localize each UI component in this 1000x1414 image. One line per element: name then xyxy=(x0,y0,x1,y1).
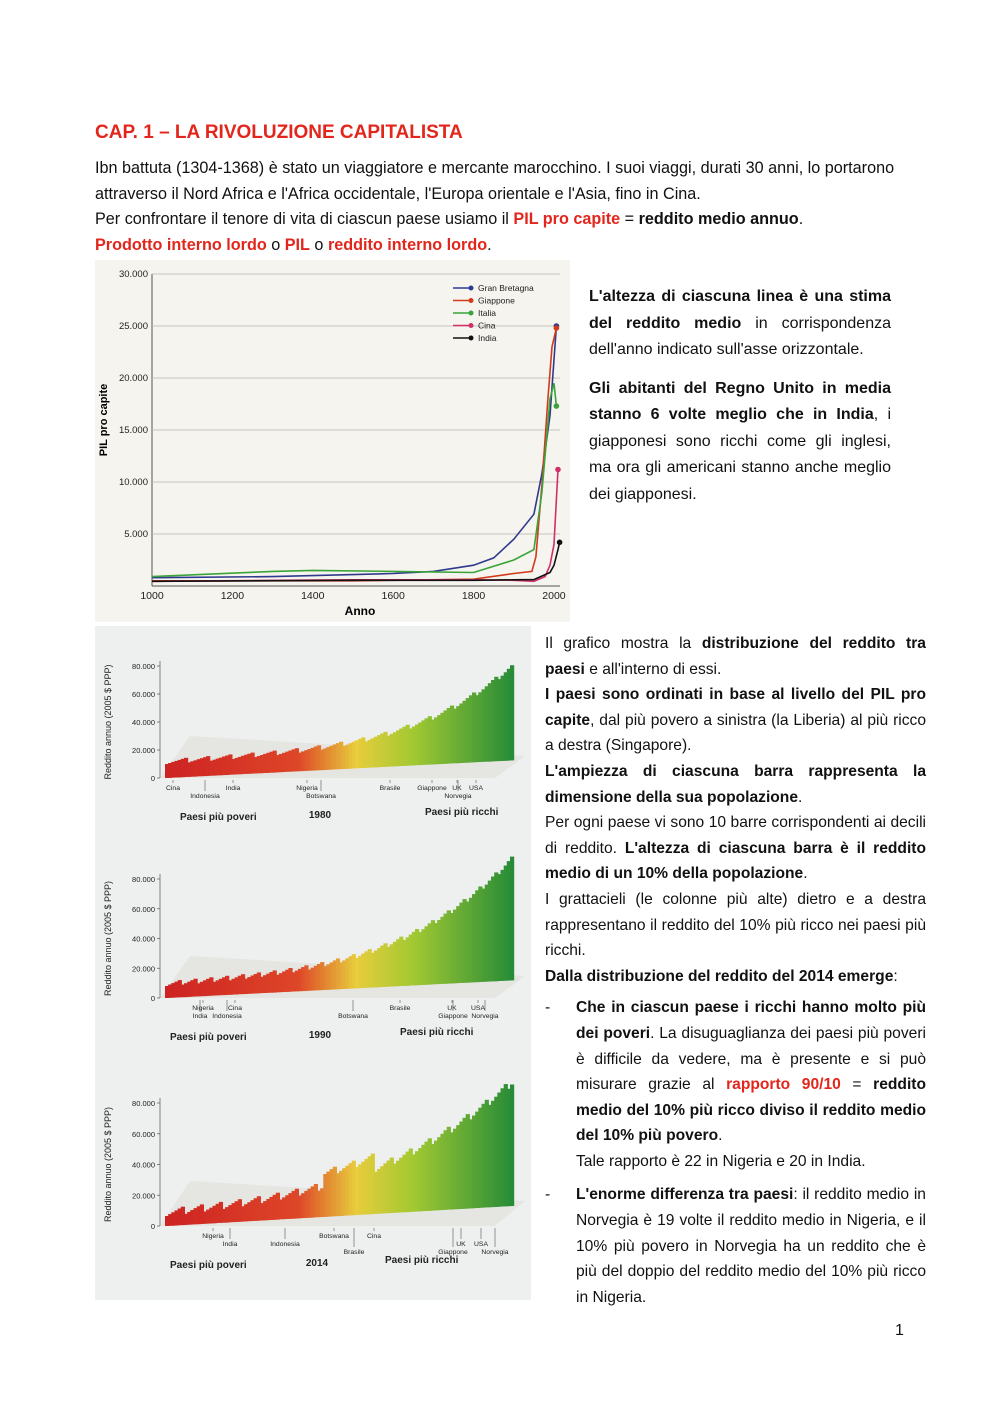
side2-p5: I grattacieli (le colonne più alte) dietro e a destra rappresentano il reddito del 10% più ricco nei paesi più ricchi. xyxy=(545,890,926,960)
y-tick-label: 0 xyxy=(150,1222,155,1231)
series-end-point xyxy=(554,403,560,409)
y-tick-label: 80.000 xyxy=(132,1099,155,1108)
distribution-panel-2014 xyxy=(103,1084,525,1271)
richest-countries-label: Paesi più ricchi xyxy=(385,1255,459,1266)
year-label: 2014 xyxy=(305,1258,329,1269)
legend-swatch-dot xyxy=(469,286,474,291)
x-tick-label: 1000 xyxy=(140,590,164,602)
legend-swatch-dot xyxy=(469,323,474,328)
prodotto-interno-lordo-term: Prodotto interno lordo xyxy=(95,235,267,254)
y-axis-label: Reddito annuo (2005 $ PPP) xyxy=(103,1106,113,1223)
gdp-line-chart-svg xyxy=(95,260,570,622)
country-label: India xyxy=(192,1013,208,1020)
y-tick-label: 80.000 xyxy=(132,875,155,884)
figure1-explanation xyxy=(589,284,891,520)
poorest-countries-label: Paesi più poveri xyxy=(180,812,257,823)
decile-bar xyxy=(510,665,514,760)
y-tick-label: 80.000 xyxy=(132,662,155,671)
y-tick-label: 60.000 xyxy=(132,904,155,914)
y-tick-label: 0 xyxy=(150,994,155,1003)
y-tick-label: 60.000 xyxy=(132,1129,155,1139)
series-line-italia xyxy=(152,383,556,576)
finding-item-2 xyxy=(545,1182,926,1310)
x-tick-label: 1400 xyxy=(301,590,325,602)
y-tick-label: 20.000 xyxy=(118,373,148,384)
side2-p2 xyxy=(545,682,926,759)
country-label: Giappone xyxy=(417,785,447,792)
reddito-medio-term: reddito medio annuo xyxy=(638,210,799,228)
country-label: Cina xyxy=(166,785,180,792)
country-label: UK xyxy=(452,785,462,792)
explanation-1-rest: in corrispondenza dell'anno indicato sull'asse orizzontale. xyxy=(589,314,891,358)
intro-text xyxy=(95,156,910,258)
finding-1-a: . La disuguaglianza dei paesi più poveri è difficile da vedere, ma è presente e si può misurare grazie al xyxy=(576,1024,926,1094)
y-axis-label: PIL pro capite xyxy=(98,383,110,457)
legend-swatch-dot xyxy=(469,336,474,341)
intro-p3-or1: o xyxy=(266,235,285,254)
series-end-point xyxy=(557,540,563,546)
distribution-panel-1990 xyxy=(103,857,525,1043)
country-label: Indonesia xyxy=(270,1241,300,1248)
side2-p1 xyxy=(545,631,926,682)
page-number: 1 xyxy=(895,1322,904,1339)
y-tick-label: 10.000 xyxy=(118,477,148,488)
side2-p2-bold: I paesi sono ordinati in base al livello del PIL pro capite xyxy=(545,686,926,729)
country-label: Nigeria xyxy=(192,1005,214,1012)
legend-swatch-dot xyxy=(469,311,474,316)
side2-p3-bold: L'ampiezza di ciascuna barra rappresenta la dimensione della sua popolazione xyxy=(545,762,926,806)
x-axis-label: Anno xyxy=(344,604,376,618)
side2-p6-bold: Dalla distribuzione del reddito del 2014 emerge xyxy=(545,967,894,985)
series-end-point xyxy=(554,325,560,331)
y-tick-label: 20.000 xyxy=(132,746,155,755)
legend-label: Giappone xyxy=(478,295,515,306)
finding-1-bold: Che in ciascun paese i ricchi hanno molto più dei poveri xyxy=(576,999,926,1042)
country-label: Cina xyxy=(367,1233,381,1240)
side2-p2-rest: , dal più povero a sinistra (la Liberia) al più ricco a destra (Singapore). xyxy=(545,711,926,755)
side2-p1-a: Il grafico mostra la xyxy=(545,635,702,652)
country-label: Botswana xyxy=(338,1013,368,1020)
y-axis-label: Reddito annuo (2005 $ PPP) xyxy=(103,664,113,780)
side2-p6-rest: : xyxy=(893,967,898,985)
x-tick-label: 1600 xyxy=(381,590,405,602)
legend-label: Cina xyxy=(478,320,496,331)
side2-p4-bold: L'altezza di ciascuna barra è il reddito medio di un 10% della popolazione xyxy=(545,839,926,883)
legend-swatch-dot xyxy=(469,298,474,303)
finding-1-d: Tale rapporto è 22 in Nigeria e 20 in India. xyxy=(576,1152,866,1170)
y-tick-label: 5.000 xyxy=(124,529,148,540)
ratio-90-10-term: rapporto 90/10 xyxy=(726,1076,841,1094)
reddito-interno-lordo-term: reddito interno lordo xyxy=(327,235,488,254)
country-label: USA xyxy=(469,785,483,792)
gdp-per-capita-chart xyxy=(95,260,570,622)
pil-term: PIL xyxy=(284,235,310,254)
intro-p2-end: . xyxy=(798,210,804,228)
findings-list xyxy=(545,995,926,1310)
series-end-point xyxy=(555,467,561,473)
country-label: Brasile xyxy=(379,785,401,792)
poorest-countries-label: Paesi più poveri xyxy=(170,1032,247,1043)
decile-bar xyxy=(510,857,514,981)
intro-p3-end: . xyxy=(487,235,492,254)
side2-p3 xyxy=(545,759,926,810)
side2-p1-b: e all'interno di essi. xyxy=(584,660,722,678)
explanation-paragraph-2 xyxy=(589,376,891,509)
income-distribution-svg xyxy=(95,626,531,1300)
country-label: Giappone xyxy=(438,1249,468,1256)
y-tick-label: 30.000 xyxy=(118,269,148,280)
x-tick-label: 1200 xyxy=(220,590,245,602)
side2-p3-rest: . xyxy=(798,788,803,806)
legend-label: India xyxy=(478,333,497,343)
y-tick-label: 20.000 xyxy=(132,1191,155,1201)
x-tick-label: 2000 xyxy=(542,590,566,602)
country-label: Norvegia xyxy=(471,1013,499,1020)
country-label: UK xyxy=(456,1241,466,1248)
side2-p4 xyxy=(545,810,926,887)
finding-1-c: . xyxy=(718,1127,723,1145)
richest-countries-label: Paesi più ricchi xyxy=(400,1027,474,1038)
y-tick-label: 40.000 xyxy=(132,718,155,727)
year-label: 1980 xyxy=(308,810,332,821)
country-label: Botswana xyxy=(319,1233,349,1240)
country-label: India xyxy=(222,1241,238,1248)
income-distribution-figure xyxy=(95,626,531,1300)
y-tick-label: 15.000 xyxy=(118,425,148,436)
country-label: Botswana xyxy=(306,793,336,800)
y-tick-label: 40.000 xyxy=(132,934,155,944)
x-tick-labels xyxy=(140,590,565,602)
explanation-paragraph-1 xyxy=(589,284,891,364)
y-tick-label: 20.000 xyxy=(132,964,155,974)
country-label: Indonesia xyxy=(190,793,220,800)
country-label: Norvegia xyxy=(481,1249,509,1256)
series-line-gran-bretagna xyxy=(152,326,556,578)
chart-grid xyxy=(152,274,560,586)
finding-1-bold2: reddito medio del 10% più ricco diviso il reddito medio del 10% più povero xyxy=(576,1076,926,1145)
explanation-2-bold: Gli abitanti del Regno Unito in media stanno 6 volte meglio che in India xyxy=(589,379,891,423)
pil-pro-capite-term: PIL pro capite xyxy=(513,210,621,228)
y-tick-label: 25.000 xyxy=(118,321,148,332)
country-label: Indonesia xyxy=(212,1013,242,1020)
finding-2-bold: L'enorme differenza tra paesi xyxy=(576,1186,794,1204)
country-label: Nigeria xyxy=(202,1233,224,1240)
side2-p1-bold: distribuzione del reddito tra paesi xyxy=(545,635,926,678)
country-label: USA xyxy=(471,1005,485,1012)
legend-label: Italia xyxy=(478,308,496,318)
side2-p6 xyxy=(545,964,926,990)
chart-legend xyxy=(453,283,534,343)
x-tick-label: 1800 xyxy=(461,590,486,602)
explanation-2-rest: , i giapponesi sono ricchi come gli inglesi, ma ora gli americani stanno anche meglio dei giapponesi. xyxy=(589,406,891,503)
y-tick-label: 0 xyxy=(150,774,155,783)
richest-countries-label: Paesi più ricchi xyxy=(425,807,499,818)
country-label: UK xyxy=(447,1005,457,1012)
legend-label: Gran Bretagna xyxy=(478,283,534,293)
country-label: India xyxy=(225,785,241,792)
country-label: Cina xyxy=(228,1005,242,1012)
country-label: Brasile xyxy=(389,1005,411,1012)
poorest-countries-label: Paesi più poveri xyxy=(170,1260,247,1271)
finding-item-1 xyxy=(545,995,926,1174)
bullet-dash: - xyxy=(545,1186,551,1204)
y-tick-label: 40.000 xyxy=(132,1160,155,1170)
intro-paragraph-1: Ibn battuta (1304-1368) è stato un viaggiatore e mercante marocchino. I suoi viaggi, durati 30 anni, lo portarono attraverso il Nord Africa e l'Africa occidentale, l'Europa orientale e l'Asia, fino in Cina. xyxy=(95,159,895,203)
intro-p3-or2: o xyxy=(309,235,328,254)
y-tick-label: 60.000 xyxy=(132,690,155,699)
decile-bar xyxy=(510,1085,514,1207)
finding-2-rest: : il reddito medio in Norvegia è 19 volte il reddito medio in Nigeria, e il 10% più povero in Norvegia ha un reddito che è più del doppio del reddito medio del 10% più ricco in Nigeria. xyxy=(576,1186,926,1306)
intro-p2-text: Per confrontare il tenore di vita di ciascun paese usiamo il xyxy=(95,210,514,228)
intro-p2-equals: = xyxy=(620,210,639,228)
explanation-1-bold: L'altezza di ciascuna linea è una stima del reddito medio xyxy=(589,288,891,332)
side2-p4-a: Per ogni paese vi sono 10 barre corrispondenti ai decili di reddito. xyxy=(545,814,926,857)
country-label: Brasile xyxy=(343,1249,365,1256)
y-axis-label: Reddito annuo (2005 $ PPP) xyxy=(103,880,113,997)
year-label: 1990 xyxy=(308,1030,332,1041)
figure2-explanation xyxy=(545,631,926,1318)
finding-1-equals: = xyxy=(840,1076,874,1094)
side2-p4-rest: . xyxy=(803,865,808,883)
country-label: USA xyxy=(474,1241,488,1248)
y-tick-labels xyxy=(119,269,148,540)
chapter-title: CAP. 1 – LA RIVOLUZIONE CAPITALISTA xyxy=(95,122,463,143)
bullet-dash: - xyxy=(545,999,551,1017)
country-label: Giappone xyxy=(438,1013,468,1020)
series-line-giappone xyxy=(152,328,556,581)
country-label: Nigeria xyxy=(296,785,318,792)
series-lines xyxy=(152,320,562,581)
distribution-panel-1980 xyxy=(103,661,525,823)
country-label: Norvegia xyxy=(444,793,472,800)
